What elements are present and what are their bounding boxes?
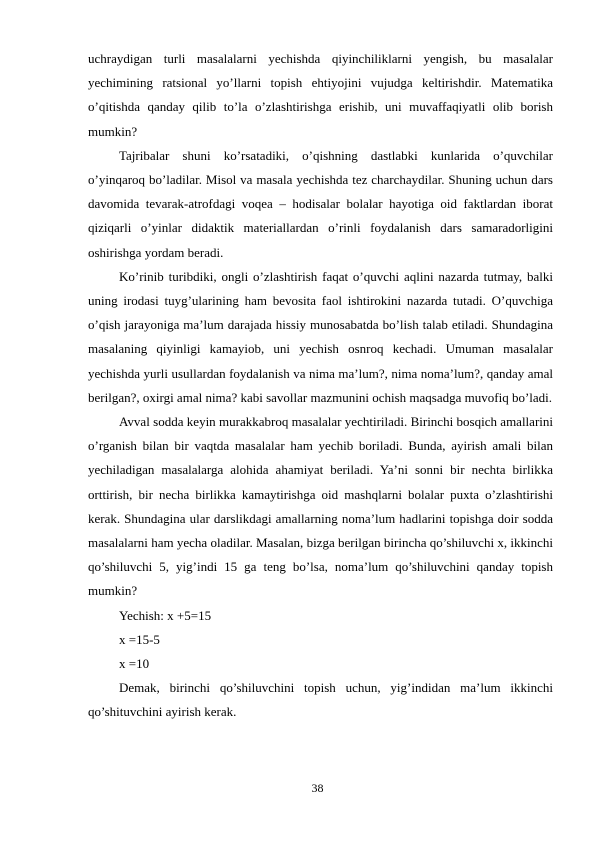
paragraph-continuation: uchraydigan turli masalalarni yechishda qiyinchiliklarni yengish, bu masalalar yechimining ratsional yo’llarni topish ehtiyojini vujudga keltirishdir. Matematika o’qitishda qanday qilib to’la o’zlashtirishga erishib, uni muvaffaqiyatli olib borish mumkin?	[88, 51, 553, 139]
page-number: 38	[311, 781, 324, 795]
paragraph-experience: Tajribalar shuni ko’rsatadiki, o’qishning dastlabki kunlarida o’quvchilar o’yinqaroq bo’ladilar. Misol va masala yechishda tez charchaydilar. Shuning uchun dars davomida tevarak-atrofdagi voqea – hodisalar bolalar hayotiga oid faktlardan iborat qiziqarli o’yinlar didaktik materiallardan o’rinli foydalanish dars samaradorligini oshirishga yordam beradi.	[88, 147, 553, 260]
paragraph-conclusion: Demak, birinchi qo’shiluvchini topish uchun, yig’indidan ma’lum ikkinchi qo’shituvchini ayirish kerak.	[88, 680, 553, 720]
page-body	[88, 47, 553, 725]
solution-line-1: Yechish: x +5=15	[119, 607, 212, 623]
paragraph-simple-problems: Avval sodda keyin murakkabroq masalalar yechtiriladi. Birinchi bosqich amallarini o’rganish bilan bir vaqtda masalalar ham yechib boriladi. Bunda, ayirish amali bilan yechiladigan masalalarga alohida ahamiyat beriladi. Ya’ni sonni bir nechta birlikka orttirish, bir necha birlikka kamaytirishga oid mashqlarni bolalar puxta o’zlashtirishi kerak. Shundagina ular darslikdagi amallarning noma’lum hadlarini topishga doir sodda masalalarni ham yecha oladilar. Masalan, bizga berilgan birincha qo’shiluvchi x, ikkinchi qo’shiluvchi 5, yig’indi 15 ga teng bo’lsa, noma’lum qo’shiluvchini qanday topish mumkin?	[88, 414, 553, 599]
solution-line-2: x =15-5	[119, 631, 160, 647]
solution-line-3: x =10	[119, 656, 150, 672]
paragraph-conscious-learning: Ko’rinib turibdiki, ongli o’zlashtirish faqat o’quvchi aqlini nazarda tutmay, balki uning irodasi tuyg’ularining ham bevosita faol ishtirokini nazarda tutadi. O’quvchiga o’qish jarayoniga ma’lum darajada hissiy munosabatda bo’lish talab etiladi. Shundagina masalaning qiyinligi kamayiob, uni yechish osnroq kechadi. Umuman masalalar yechishda yurli usullardan foydalanish va nima ma’lum?, nima noma’lum?, qanday amal berilgan?, oxirgi amal nima? kabi savollar mazmunini ochish maqsadga muvofiq bo’ladi.	[88, 268, 553, 405]
